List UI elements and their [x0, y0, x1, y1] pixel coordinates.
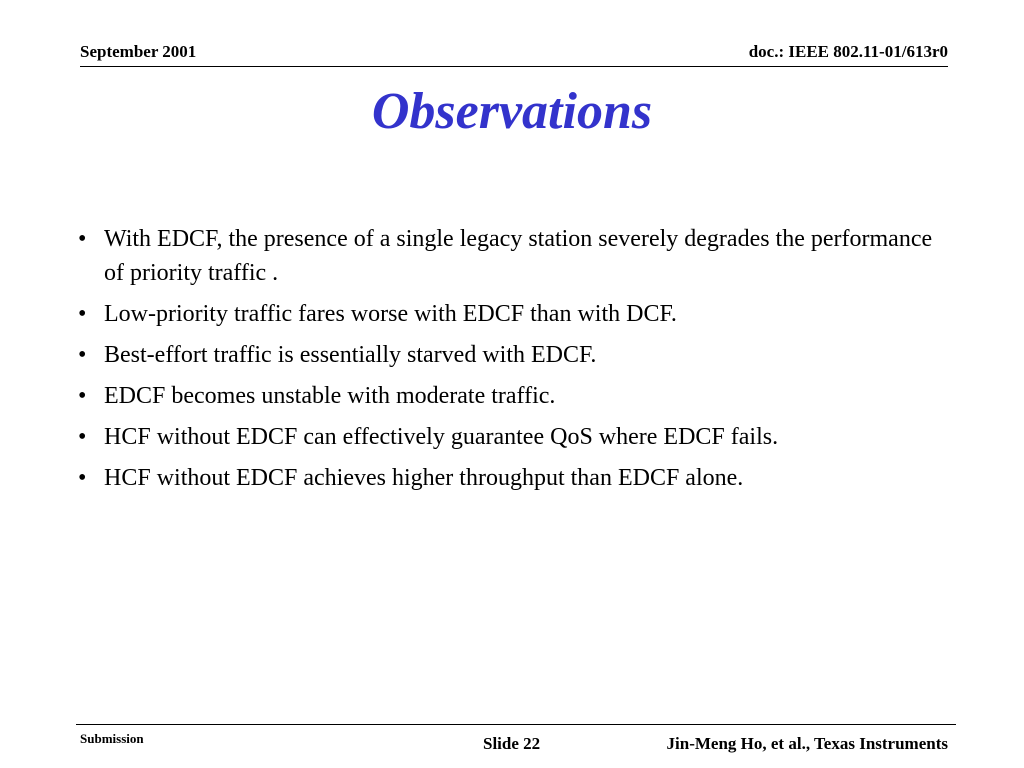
- bullet-text: With EDCF, the presence of a single legacy station severely degrades the performance of priority traffic .: [104, 226, 933, 286]
- bullet-text: HCF without EDCF achieves higher throughput than EDCF alone.: [104, 465, 744, 491]
- bullet-list: [78, 222, 958, 502]
- bullet-text: Best-effort traffic is essentially starved with EDCF.: [104, 342, 597, 368]
- bullet-item: [78, 297, 958, 331]
- footer-submission: Submission: [80, 731, 144, 746]
- footer-divider: [76, 724, 956, 725]
- bullet-icon: •: [78, 342, 87, 368]
- bullet-text: HCF without EDCF can effectively guarantee QoS where EDCF fails.: [104, 424, 779, 450]
- header-date: September 2001: [80, 42, 197, 61]
- bullet-item: [78, 420, 958, 454]
- bullet-icon: •: [78, 383, 87, 409]
- bullet-icon: •: [78, 301, 87, 327]
- footer-author: Jin-Meng Ho, et al., Texas Instruments: [666, 734, 948, 753]
- footer-slide-number: Slide 22: [483, 734, 541, 753]
- header-doc-id: doc.: IEEE 802.11-01/613r0: [748, 42, 948, 61]
- bullet-icon: •: [78, 226, 87, 252]
- bullet-item: [78, 338, 958, 372]
- bullet-icon: •: [78, 424, 87, 450]
- bullet-icon: •: [78, 465, 87, 491]
- bullet-text: Low-priority traffic fares worse with EDCF than with DCF.: [104, 301, 677, 327]
- header-divider: [80, 66, 948, 67]
- bullet-item: [78, 379, 958, 413]
- bullet-item: [78, 222, 958, 290]
- slide-title: Observations: [371, 83, 653, 140]
- bullet-text: EDCF becomes unstable with moderate traffic.: [104, 383, 556, 409]
- bullet-item: [78, 461, 958, 495]
